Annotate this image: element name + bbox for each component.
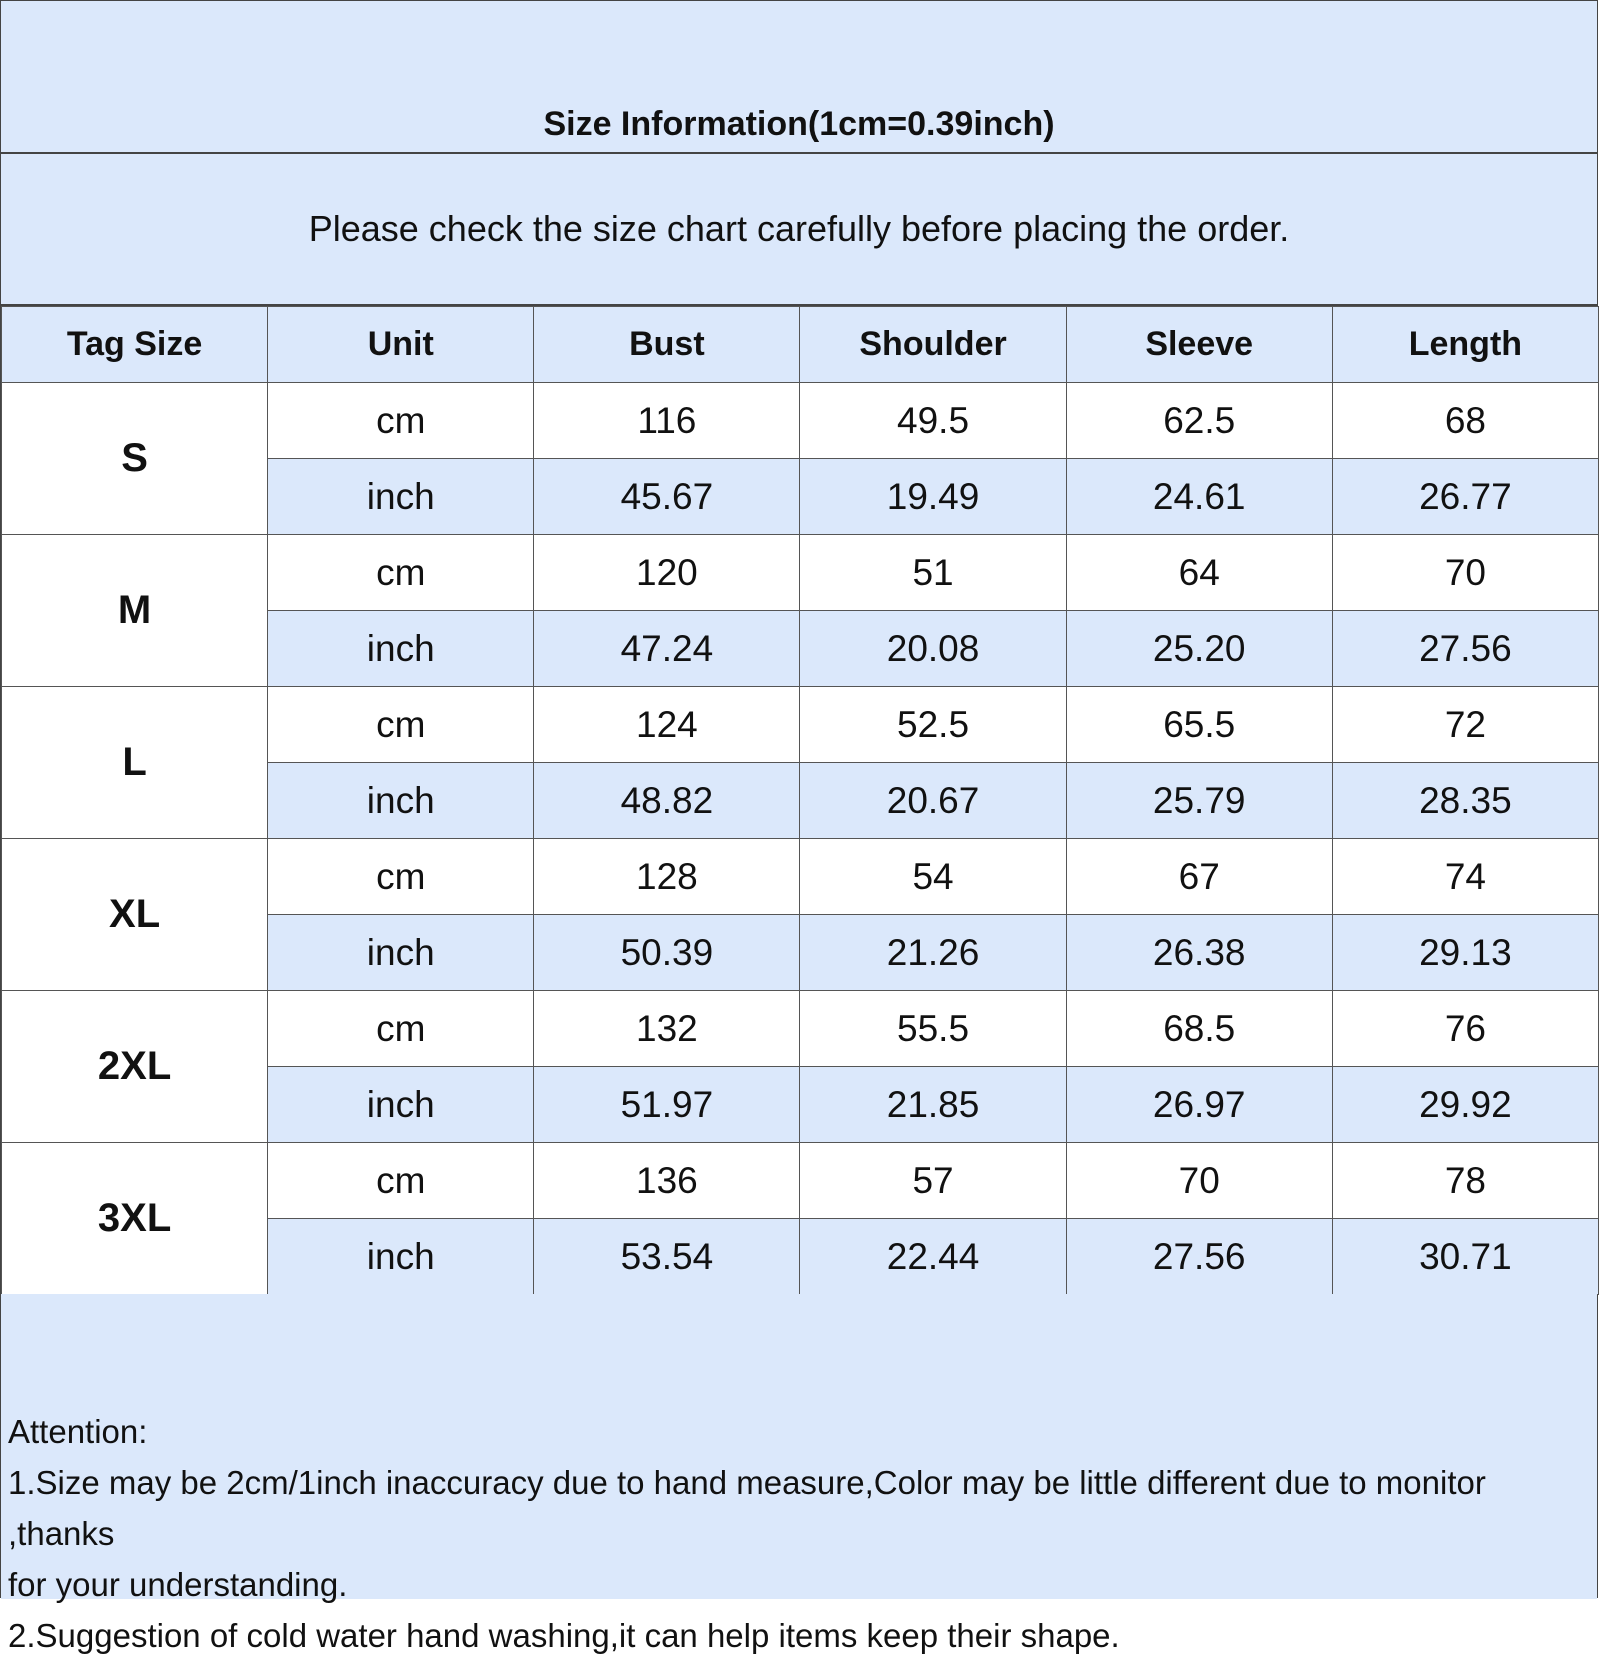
tag-size-cell: 2XL (2, 991, 268, 1143)
measurement-cell: 68 (1332, 383, 1598, 459)
unit-cell: cm (268, 991, 534, 1067)
tag-size-cell: L (2, 687, 268, 839)
measurement-cell: 19.49 (800, 459, 1066, 535)
measurement-cell: 68.5 (1066, 991, 1332, 1067)
measurement-cell: 128 (534, 839, 800, 915)
measurement-cell: 67 (1066, 839, 1332, 915)
measurement-cell: 53.54 (534, 1219, 800, 1295)
unit-cell: cm (268, 383, 534, 459)
table-row (2, 991, 1599, 1067)
measurement-cell: 50.39 (534, 915, 800, 991)
measurement-cell: 29.13 (1332, 915, 1598, 991)
note-line-1b: for your understanding. (8, 1566, 348, 1603)
page-title: Size Information(1cm=0.39inch) (543, 105, 1055, 143)
attention-heading: Attention: (8, 1413, 148, 1450)
measurement-cell: 20.67 (800, 763, 1066, 839)
measurement-cell: 70 (1332, 535, 1598, 611)
measurement-cell: 70 (1066, 1143, 1332, 1219)
tag-size-cell: S (2, 383, 268, 535)
unit-cell: inch (268, 1067, 534, 1143)
unit-cell: inch (268, 763, 534, 839)
measurement-cell: 136 (534, 1143, 800, 1219)
table-header-row (2, 307, 1599, 383)
table-row (2, 687, 1599, 763)
measurement-cell: 54 (800, 839, 1066, 915)
measurement-cell: 64 (1066, 535, 1332, 611)
measurement-cell: 51 (800, 535, 1066, 611)
measurement-cell: 49.5 (800, 383, 1066, 459)
measurement-cell: 47.24 (534, 611, 800, 687)
measurement-cell: 48.82 (534, 763, 800, 839)
measurement-cell: 124 (534, 687, 800, 763)
measurement-cell: 30.71 (1332, 1219, 1598, 1295)
measurement-cell: 132 (534, 991, 800, 1067)
tag-size-cell: 3XL (2, 1143, 268, 1295)
header-shoulder: Shoulder (800, 307, 1066, 383)
header-bust: Bust (534, 307, 800, 383)
measurement-cell: 21.85 (800, 1067, 1066, 1143)
measurement-cell: 26.97 (1066, 1067, 1332, 1143)
measurement-cell: 24.61 (1066, 459, 1332, 535)
measurement-cell: 20.08 (800, 611, 1066, 687)
tag-size-cell: XL (2, 839, 268, 991)
page-subtitle: Please check the size chart carefully before placing the order. (308, 208, 1290, 249)
unit-cell: cm (268, 839, 534, 915)
measurement-cell: 27.56 (1066, 1219, 1332, 1295)
table-row (2, 383, 1599, 459)
measurement-cell: 45.67 (534, 459, 800, 535)
table-row (2, 839, 1599, 915)
measurement-cell: 26.77 (1332, 459, 1598, 535)
measurement-cell: 29.92 (1332, 1067, 1598, 1143)
measurement-cell: 57 (800, 1143, 1066, 1219)
size-table (1, 306, 1599, 1295)
table-row (2, 535, 1599, 611)
measurement-cell: 78 (1332, 1143, 1598, 1219)
header-tag-size: Tag Size (2, 307, 268, 383)
measurement-cell: 25.20 (1066, 611, 1332, 687)
measurement-cell: 116 (534, 383, 800, 459)
header-length: Length (1332, 307, 1598, 383)
header-sleeve: Sleeve (1066, 307, 1332, 383)
table-body (2, 383, 1599, 1295)
note-line-1: 1.Size may be 2cm/1inch inaccuracy due to hand measure,Color may be little different due to monitor ,thanks (8, 1464, 1486, 1552)
measurement-cell: 120 (534, 535, 800, 611)
measurement-cell: 76 (1332, 991, 1598, 1067)
unit-cell: cm (268, 687, 534, 763)
measurement-cell: 55.5 (800, 991, 1066, 1067)
measurement-cell: 22.44 (800, 1219, 1066, 1295)
unit-cell: cm (268, 1143, 534, 1219)
measurement-cell: 65.5 (1066, 687, 1332, 763)
measurement-cell: 27.56 (1332, 611, 1598, 687)
unit-cell: inch (268, 459, 534, 535)
measurement-cell: 52.5 (800, 687, 1066, 763)
measurement-cell: 51.97 (534, 1067, 800, 1143)
table-row (2, 1143, 1599, 1219)
measurement-cell: 25.79 (1066, 763, 1332, 839)
header-unit: Unit (268, 307, 534, 383)
measurement-cell: 26.38 (1066, 915, 1332, 991)
measurement-cell: 28.35 (1332, 763, 1598, 839)
unit-cell: inch (268, 1219, 534, 1295)
unit-cell: cm (268, 535, 534, 611)
title-row (1, 1, 1597, 154)
measurement-cell: 21.26 (800, 915, 1066, 991)
subtitle-row (1, 154, 1597, 306)
measurement-cell: 74 (1332, 839, 1598, 915)
unit-cell: inch (268, 915, 534, 991)
note-line-2: 2.Suggestion of cold water hand washing,it can help items keep their shape. (8, 1617, 1120, 1654)
tag-size-cell: M (2, 535, 268, 687)
unit-cell: inch (268, 611, 534, 687)
measurement-cell: 72 (1332, 687, 1598, 763)
measurement-cell: 62.5 (1066, 383, 1332, 459)
attention-notes (1, 1294, 1597, 1654)
